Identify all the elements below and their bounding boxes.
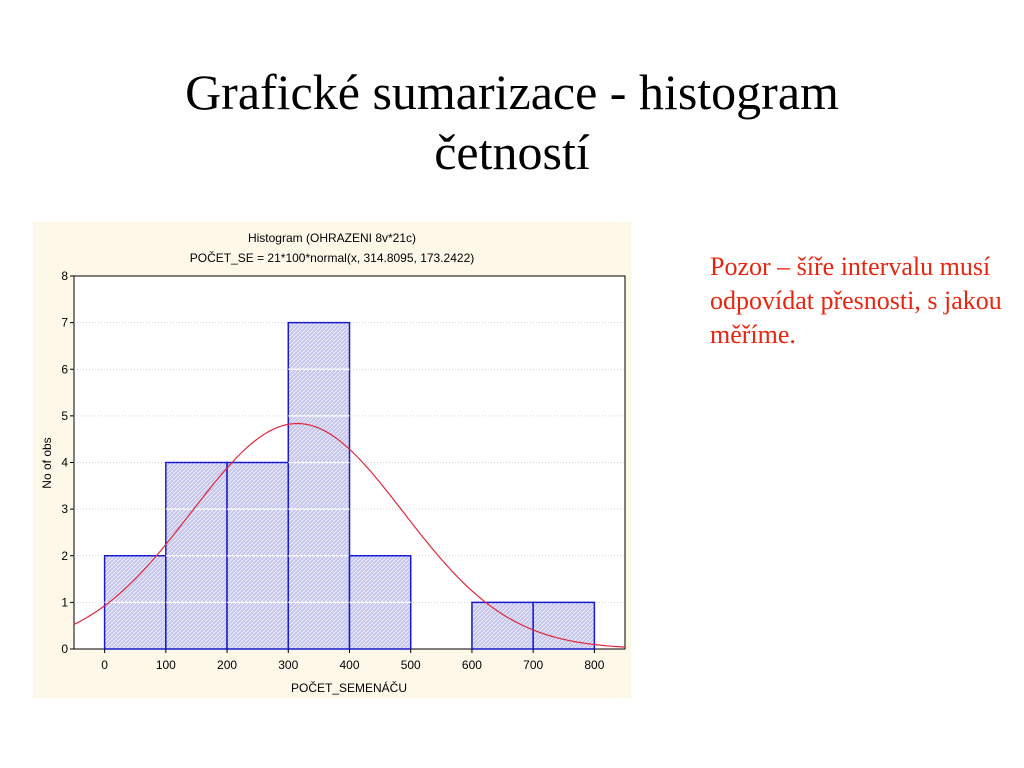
y-tick-label: 4 xyxy=(61,455,68,470)
slide-title-line2: četností xyxy=(434,124,590,180)
y-tick-label: 7 xyxy=(61,315,68,330)
x-tick-label: 800 xyxy=(584,658,605,672)
x-tick-label: 500 xyxy=(400,658,421,672)
x-tick-label: 0 xyxy=(101,658,108,672)
histogram-chart xyxy=(33,222,631,698)
x-tick-label: 200 xyxy=(217,658,238,672)
y-tick-label: 1 xyxy=(61,595,68,610)
y-tick-label: 2 xyxy=(61,548,68,563)
slide-title-line1: Grafické sumarizace - histogram xyxy=(185,64,839,120)
histogram-bar xyxy=(288,323,349,649)
chart-subtitle: POČET_SE = 21*100*normal(x, 314.8095, 173.2422) xyxy=(189,251,475,265)
x-tick-label: 300 xyxy=(278,658,299,672)
x-axis-label: POČET_SEMENÁČU xyxy=(290,681,408,695)
y-tick-label: 5 xyxy=(61,408,68,423)
y-tick-label: 8 xyxy=(61,269,68,283)
x-tick-label: 400 xyxy=(339,658,360,672)
note-text: Pozor – šíře intervalu musí odpovídat přesnosti, s jakou měříme. xyxy=(710,252,1002,349)
chart-panel xyxy=(33,222,631,698)
histogram-bar xyxy=(533,602,594,649)
y-tick-label: 6 xyxy=(61,362,68,377)
x-tick-label: 600 xyxy=(461,658,482,672)
x-tick-label: 100 xyxy=(155,658,176,672)
slide-title xyxy=(0,62,1024,182)
x-tick-label: 700 xyxy=(523,658,544,672)
y-axis-label: No of obs xyxy=(40,437,54,489)
y-tick-label: 0 xyxy=(61,642,68,656)
chart-title: Histogram (OHRAZENI 8v*21c) xyxy=(247,231,417,245)
y-tick-label: 3 xyxy=(61,502,68,517)
